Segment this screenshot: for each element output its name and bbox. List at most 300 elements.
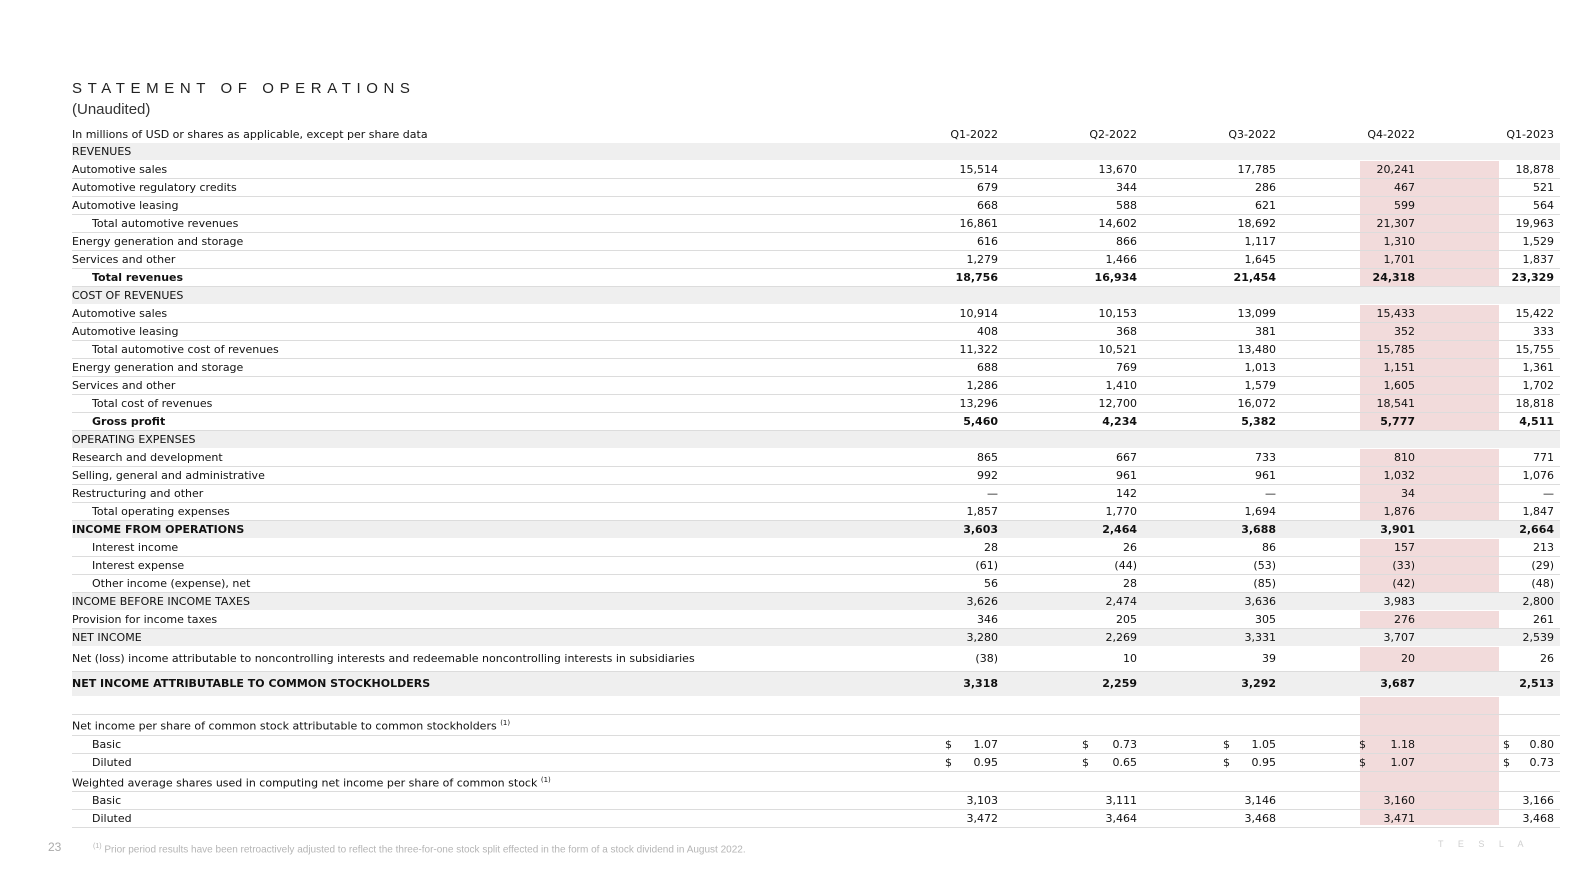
cell-value: 3,166	[1421, 792, 1560, 810]
table-row	[72, 521, 1560, 539]
cell-value: 1,605	[1282, 377, 1421, 395]
cell-value: 16,861	[865, 215, 1004, 233]
row-label	[72, 575, 865, 593]
row-label-text: Net (loss) income attributable to noncontrolling interests and redeemable noncontrolling interests in subsidiaries	[72, 652, 695, 665]
cell-value: —	[1421, 485, 1560, 503]
table-row	[72, 431, 1560, 449]
row-label-text: Automotive regulatory credits	[72, 181, 237, 194]
row-label	[72, 431, 865, 449]
row-label	[72, 143, 865, 161]
footnote-text: Prior period results have been retroactively adjusted to reflect the three-for-one stock split effected in the form of a stock dividend in August 2022.	[104, 844, 746, 856]
cell-value: 3,468	[1421, 810, 1560, 828]
row-label-text: Diluted	[92, 755, 132, 769]
cell-value: 521	[1421, 179, 1560, 197]
cell-value: 2,664	[1421, 521, 1560, 539]
table-row	[72, 413, 1560, 431]
row-label-text: NET INCOME ATTRIBUTABLE TO COMMON STOCKHOLDERS	[72, 677, 431, 690]
cell-value: 23,329	[1421, 269, 1560, 287]
cell-value	[1143, 715, 1282, 736]
cell-value: 1,701	[1282, 251, 1421, 269]
currency-symbol: $	[1359, 737, 1366, 751]
cell-value: 261	[1421, 611, 1560, 629]
cell-value: 599	[1282, 197, 1421, 215]
cell-value: 1,529	[1421, 233, 1560, 251]
cell-value: 3,468	[1143, 810, 1282, 828]
table-row	[72, 269, 1560, 287]
row-label-text: Research and development	[72, 451, 223, 464]
cell-value: 667	[1004, 449, 1143, 467]
currency-symbol: $	[1223, 737, 1230, 751]
row-label	[72, 557, 865, 575]
table-row	[72, 715, 1560, 736]
cell-value: (33)	[1282, 557, 1421, 575]
eps-value: 1.05	[1251, 737, 1276, 751]
cell-value: 3,472	[865, 810, 1004, 828]
currency-symbol: $	[1223, 755, 1230, 769]
row-label	[72, 323, 865, 341]
cell-value	[1143, 143, 1282, 161]
table-row	[72, 575, 1560, 593]
row-label	[72, 810, 865, 828]
brand-logo: T E S L A	[1438, 839, 1530, 849]
cell-value: 14,602	[1004, 215, 1143, 233]
footnote-reference: (1)	[500, 719, 511, 727]
cell-value	[1004, 771, 1143, 792]
cell-value: 408	[865, 323, 1004, 341]
cell-value: 1,466	[1004, 251, 1143, 269]
cell-value: 621	[1143, 197, 1282, 215]
cell-value: 10,914	[865, 305, 1004, 323]
row-label	[72, 771, 865, 792]
cell-value	[1282, 143, 1421, 161]
cell-value: 3,603	[865, 521, 1004, 539]
statement-of-operations-table	[72, 126, 1560, 828]
cell-value: 13,296	[865, 395, 1004, 413]
cell-value: 3,331	[1143, 629, 1282, 647]
row-label	[72, 359, 865, 377]
cell-value: 18,818	[1421, 395, 1560, 413]
row-label	[72, 629, 865, 647]
cell-value: 286	[1143, 179, 1282, 197]
cell-value: 352	[1282, 323, 1421, 341]
table-row	[72, 503, 1560, 521]
cell-value	[1282, 715, 1421, 736]
cell-value: 2,513	[1421, 672, 1560, 697]
cell-value: 1,847	[1421, 503, 1560, 521]
cell-value: 4,234	[1004, 413, 1143, 431]
cell-value: 3,687	[1282, 672, 1421, 697]
cell-value	[1421, 697, 1560, 715]
cell-value	[1421, 771, 1560, 792]
row-label-text: Diluted	[92, 812, 132, 826]
row-label	[72, 735, 865, 753]
table-row	[72, 735, 1560, 753]
table-row	[72, 287, 1560, 305]
row-label	[72, 611, 865, 629]
table-row	[72, 341, 1560, 359]
cell-value: 5,382	[1143, 413, 1282, 431]
cell-value: 1,361	[1421, 359, 1560, 377]
row-label-text: Interest expense	[92, 559, 185, 572]
cell-value: 21,454	[1143, 269, 1282, 287]
cell-value	[1004, 697, 1143, 715]
cell-value: 3,636	[1143, 593, 1282, 611]
eps-value: 1.07	[1390, 755, 1415, 769]
cell-value: 467	[1282, 179, 1421, 197]
cell-value: 616	[865, 233, 1004, 251]
cell-value: —	[865, 485, 1004, 503]
cell-value: 733	[1143, 449, 1282, 467]
row-label-text: Total revenues	[92, 271, 184, 284]
cell-value: 1,013	[1143, 359, 1282, 377]
cell-value: 333	[1421, 323, 1560, 341]
cell-value	[1004, 735, 1143, 753]
cell-value: 18,756	[865, 269, 1004, 287]
row-label-text: Other income (expense), net	[92, 577, 251, 590]
table-header-row	[72, 126, 1560, 143]
column-header: Q2-2022	[1089, 128, 1137, 141]
row-label	[72, 521, 865, 539]
cell-value: 961	[1004, 467, 1143, 485]
cell-value: 3,983	[1282, 593, 1421, 611]
row-label-text: Services and other	[72, 379, 176, 392]
cell-value	[1282, 771, 1421, 792]
cell-value: 1,151	[1282, 359, 1421, 377]
currency-symbol: $	[1082, 737, 1089, 751]
cell-value	[865, 735, 1004, 753]
row-label-text: Selling, general and administrative	[72, 469, 265, 482]
cell-value: 346	[865, 611, 1004, 629]
cell-value	[865, 715, 1004, 736]
cell-value: 21,307	[1282, 215, 1421, 233]
cell-value: 2,269	[1004, 629, 1143, 647]
cell-value	[1421, 431, 1560, 449]
eps-value: 1.18	[1390, 737, 1415, 751]
cell-value: 588	[1004, 197, 1143, 215]
cell-value: 1,286	[865, 377, 1004, 395]
cell-value: 1,579	[1143, 377, 1282, 395]
cell-value: 1,645	[1143, 251, 1282, 269]
row-label	[72, 179, 865, 197]
cell-value: 3,146	[1143, 792, 1282, 810]
row-label-text: Services and other	[72, 253, 176, 266]
row-label-text: Automotive leasing	[72, 325, 179, 338]
eps-value: 1.07	[973, 737, 998, 751]
cell-value: 39	[1143, 647, 1282, 672]
cell-value: 1,837	[1421, 251, 1560, 269]
cell-value: 16,934	[1004, 269, 1143, 287]
row-label	[72, 593, 865, 611]
cell-value: 1,410	[1004, 377, 1143, 395]
cell-value: 28	[865, 539, 1004, 557]
cell-value	[1421, 287, 1560, 305]
cell-value	[865, 287, 1004, 305]
row-label-text: Total automotive revenues	[92, 217, 239, 230]
cell-value: 18,692	[1143, 215, 1282, 233]
row-label-text: Automotive sales	[72, 163, 168, 176]
row-label	[72, 503, 865, 521]
row-label-text: Total operating expenses	[92, 505, 230, 518]
cell-value: (38)	[865, 647, 1004, 672]
row-label	[72, 697, 865, 715]
eps-value: 0.73	[1112, 737, 1137, 751]
cell-value: 564	[1421, 197, 1560, 215]
table-row	[72, 557, 1560, 575]
cell-value	[1004, 715, 1143, 736]
page-number: 23	[48, 840, 62, 854]
cell-value: 679	[865, 179, 1004, 197]
cell-value: (42)	[1282, 575, 1421, 593]
cell-value: 2,464	[1004, 521, 1143, 539]
cell-value: —	[1143, 485, 1282, 503]
cell-value	[1004, 287, 1143, 305]
cell-value: 3,626	[865, 593, 1004, 611]
cell-value: 3,464	[1004, 810, 1143, 828]
currency-symbol: $	[1503, 755, 1510, 769]
table-row	[72, 697, 1560, 715]
cell-value: 28	[1004, 575, 1143, 593]
cell-value: 3,318	[865, 672, 1004, 697]
row-label	[72, 413, 865, 431]
page-subtitle: (Unaudited)	[72, 101, 151, 118]
cell-value: 157	[1282, 539, 1421, 557]
currency-symbol: $	[1359, 755, 1366, 769]
table-row	[72, 792, 1560, 810]
cell-value: 1,857	[865, 503, 1004, 521]
cell-value: 810	[1282, 449, 1421, 467]
cell-value: 866	[1004, 233, 1143, 251]
table-row	[72, 305, 1560, 323]
table-row	[72, 593, 1560, 611]
cell-value: 11,322	[865, 341, 1004, 359]
cell-value: 19,963	[1421, 215, 1560, 233]
cell-value: 668	[865, 197, 1004, 215]
table-row	[72, 753, 1560, 771]
row-label-text: INCOME FROM OPERATIONS	[72, 523, 245, 536]
table-row	[72, 611, 1560, 629]
cell-value: 3,707	[1282, 629, 1421, 647]
table-row	[72, 179, 1560, 197]
row-label-text: Provision for income taxes	[72, 613, 218, 626]
column-header: Q1-2022	[950, 128, 998, 141]
row-label	[72, 485, 865, 503]
cell-value	[1143, 771, 1282, 792]
row-label-text: Net income per share of common stock attributable to common stockholders	[72, 719, 497, 733]
cell-value: 15,433	[1282, 305, 1421, 323]
cell-value: 1,032	[1282, 467, 1421, 485]
row-label	[72, 449, 865, 467]
cell-value: (48)	[1421, 575, 1560, 593]
cell-value: 10,153	[1004, 305, 1143, 323]
cell-value: 3,160	[1282, 792, 1421, 810]
row-label	[72, 672, 865, 697]
cell-value: 961	[1143, 467, 1282, 485]
table-row	[72, 143, 1560, 161]
cell-value: 381	[1143, 323, 1282, 341]
footnote-marker: (1)	[93, 843, 102, 850]
table-row	[72, 449, 1560, 467]
cell-value: 13,670	[1004, 161, 1143, 179]
cell-value: 56	[865, 575, 1004, 593]
table-row	[72, 377, 1560, 395]
column-header: Q1-2023	[1506, 128, 1554, 141]
cell-value: 2,259	[1004, 672, 1143, 697]
cell-value: 1,310	[1282, 233, 1421, 251]
table-row	[72, 359, 1560, 377]
cell-value: 13,099	[1143, 305, 1282, 323]
cell-value: 2,800	[1421, 593, 1560, 611]
cell-value: 142	[1004, 485, 1143, 503]
table-row	[72, 323, 1560, 341]
cell-value: 3,111	[1004, 792, 1143, 810]
cell-value: 10,521	[1004, 341, 1143, 359]
units-label: In millions of USD or shares as applicable, except per share data	[72, 128, 428, 141]
cell-value	[1421, 143, 1560, 161]
cell-value: 16,072	[1143, 395, 1282, 413]
cell-value	[865, 431, 1004, 449]
cell-value: (61)	[865, 557, 1004, 575]
cell-value: 4,511	[1421, 413, 1560, 431]
table-row	[72, 467, 1560, 485]
cell-value	[1421, 735, 1560, 753]
cell-value: 34	[1282, 485, 1421, 503]
cell-value: 20	[1282, 647, 1421, 672]
cell-value	[865, 143, 1004, 161]
cell-value: 3,103	[865, 792, 1004, 810]
cell-value	[1004, 431, 1143, 449]
cell-value: 26	[1421, 647, 1560, 672]
row-label	[72, 215, 865, 233]
eps-value: 0.73	[1529, 755, 1554, 769]
cell-value: 20,241	[1282, 161, 1421, 179]
cell-value: 86	[1143, 539, 1282, 557]
cell-value: 15,785	[1282, 341, 1421, 359]
table-row	[72, 251, 1560, 269]
cell-value	[1143, 735, 1282, 753]
row-label	[72, 715, 865, 736]
cell-value: 1,770	[1004, 503, 1143, 521]
cell-value: 1,076	[1421, 467, 1560, 485]
cell-value: 3,292	[1143, 672, 1282, 697]
cell-value: 5,777	[1282, 413, 1421, 431]
eps-value: 0.95	[1251, 755, 1276, 769]
row-label-text: Energy generation and storage	[72, 361, 244, 374]
row-label	[72, 395, 865, 413]
row-label-text: Interest income	[92, 541, 179, 554]
footnote-reference: (1)	[540, 775, 551, 784]
cell-value: 305	[1143, 611, 1282, 629]
cell-value: (85)	[1143, 575, 1282, 593]
cell-value	[1282, 431, 1421, 449]
row-label	[72, 287, 865, 305]
cell-value	[1143, 287, 1282, 305]
cell-value: 3,688	[1143, 521, 1282, 539]
cell-value: 26	[1004, 539, 1143, 557]
row-label-text: NET INCOME	[72, 631, 142, 644]
row-label	[72, 792, 865, 810]
table-row	[72, 215, 1560, 233]
cell-value: 3,280	[865, 629, 1004, 647]
cell-value: 205	[1004, 611, 1143, 629]
table-row	[72, 539, 1560, 557]
cell-value: 18,878	[1421, 161, 1560, 179]
table-row	[72, 485, 1560, 503]
cell-value: 1,694	[1143, 503, 1282, 521]
cell-value: (44)	[1004, 557, 1143, 575]
cell-value: 865	[865, 449, 1004, 467]
cell-value: 1,876	[1282, 503, 1421, 521]
table-row	[72, 771, 1560, 792]
row-label-text: Gross profit	[92, 415, 166, 428]
row-label	[72, 269, 865, 287]
row-label	[72, 233, 865, 251]
cell-value: 15,422	[1421, 305, 1560, 323]
cell-value: 5,460	[865, 413, 1004, 431]
cell-value	[1421, 753, 1560, 771]
cell-value	[1282, 287, 1421, 305]
cell-value	[1004, 143, 1143, 161]
cell-value: (29)	[1421, 557, 1560, 575]
cell-value: 992	[865, 467, 1004, 485]
cell-value: 1,702	[1421, 377, 1560, 395]
row-label	[72, 377, 865, 395]
cell-value: 15,755	[1421, 341, 1560, 359]
cell-value	[1004, 753, 1143, 771]
row-label-text: Total automotive cost of revenues	[92, 343, 279, 356]
row-label	[72, 305, 865, 323]
table-row	[72, 629, 1560, 647]
page-title: STATEMENT OF OPERATIONS	[72, 80, 416, 97]
row-label	[72, 251, 865, 269]
eps-value: 0.65	[1112, 755, 1137, 769]
cell-value: 13,480	[1143, 341, 1282, 359]
cell-value: 213	[1421, 539, 1560, 557]
cell-value: 2,474	[1004, 593, 1143, 611]
cell-value	[865, 697, 1004, 715]
row-label	[72, 161, 865, 179]
cell-value: 1,117	[1143, 233, 1282, 251]
row-label-text: Energy generation and storage	[72, 235, 244, 248]
cell-value: 3,901	[1282, 521, 1421, 539]
row-label	[72, 197, 865, 215]
row-label-text: INCOME BEFORE INCOME TAXES	[72, 595, 250, 608]
row-label-text: Weighted average shares used in computing net income per share of common stock	[72, 776, 538, 790]
table-row	[72, 810, 1560, 828]
cell-value	[1282, 735, 1421, 753]
row-label-text: Basic	[92, 737, 122, 751]
table-row	[72, 197, 1560, 215]
cell-value: 18,541	[1282, 395, 1421, 413]
cell-value: 2,539	[1421, 629, 1560, 647]
currency-symbol: $	[1503, 737, 1510, 751]
table-row	[72, 395, 1560, 413]
row-label-text: Automotive sales	[72, 307, 168, 320]
row-label-text: Automotive leasing	[72, 199, 179, 212]
table-row	[72, 161, 1560, 179]
eps-value: 0.80	[1529, 737, 1554, 751]
table-row	[72, 647, 1560, 672]
cell-value	[865, 753, 1004, 771]
cell-value: 3,471	[1282, 810, 1421, 828]
row-label-text: Total cost of revenues	[92, 397, 213, 410]
currency-symbol: $	[945, 737, 952, 751]
row-label	[72, 647, 865, 672]
column-header: Q4-2022	[1367, 128, 1415, 141]
currency-symbol: $	[1082, 755, 1089, 769]
cell-value	[1143, 753, 1282, 771]
table-row	[72, 233, 1560, 251]
cell-value	[865, 771, 1004, 792]
